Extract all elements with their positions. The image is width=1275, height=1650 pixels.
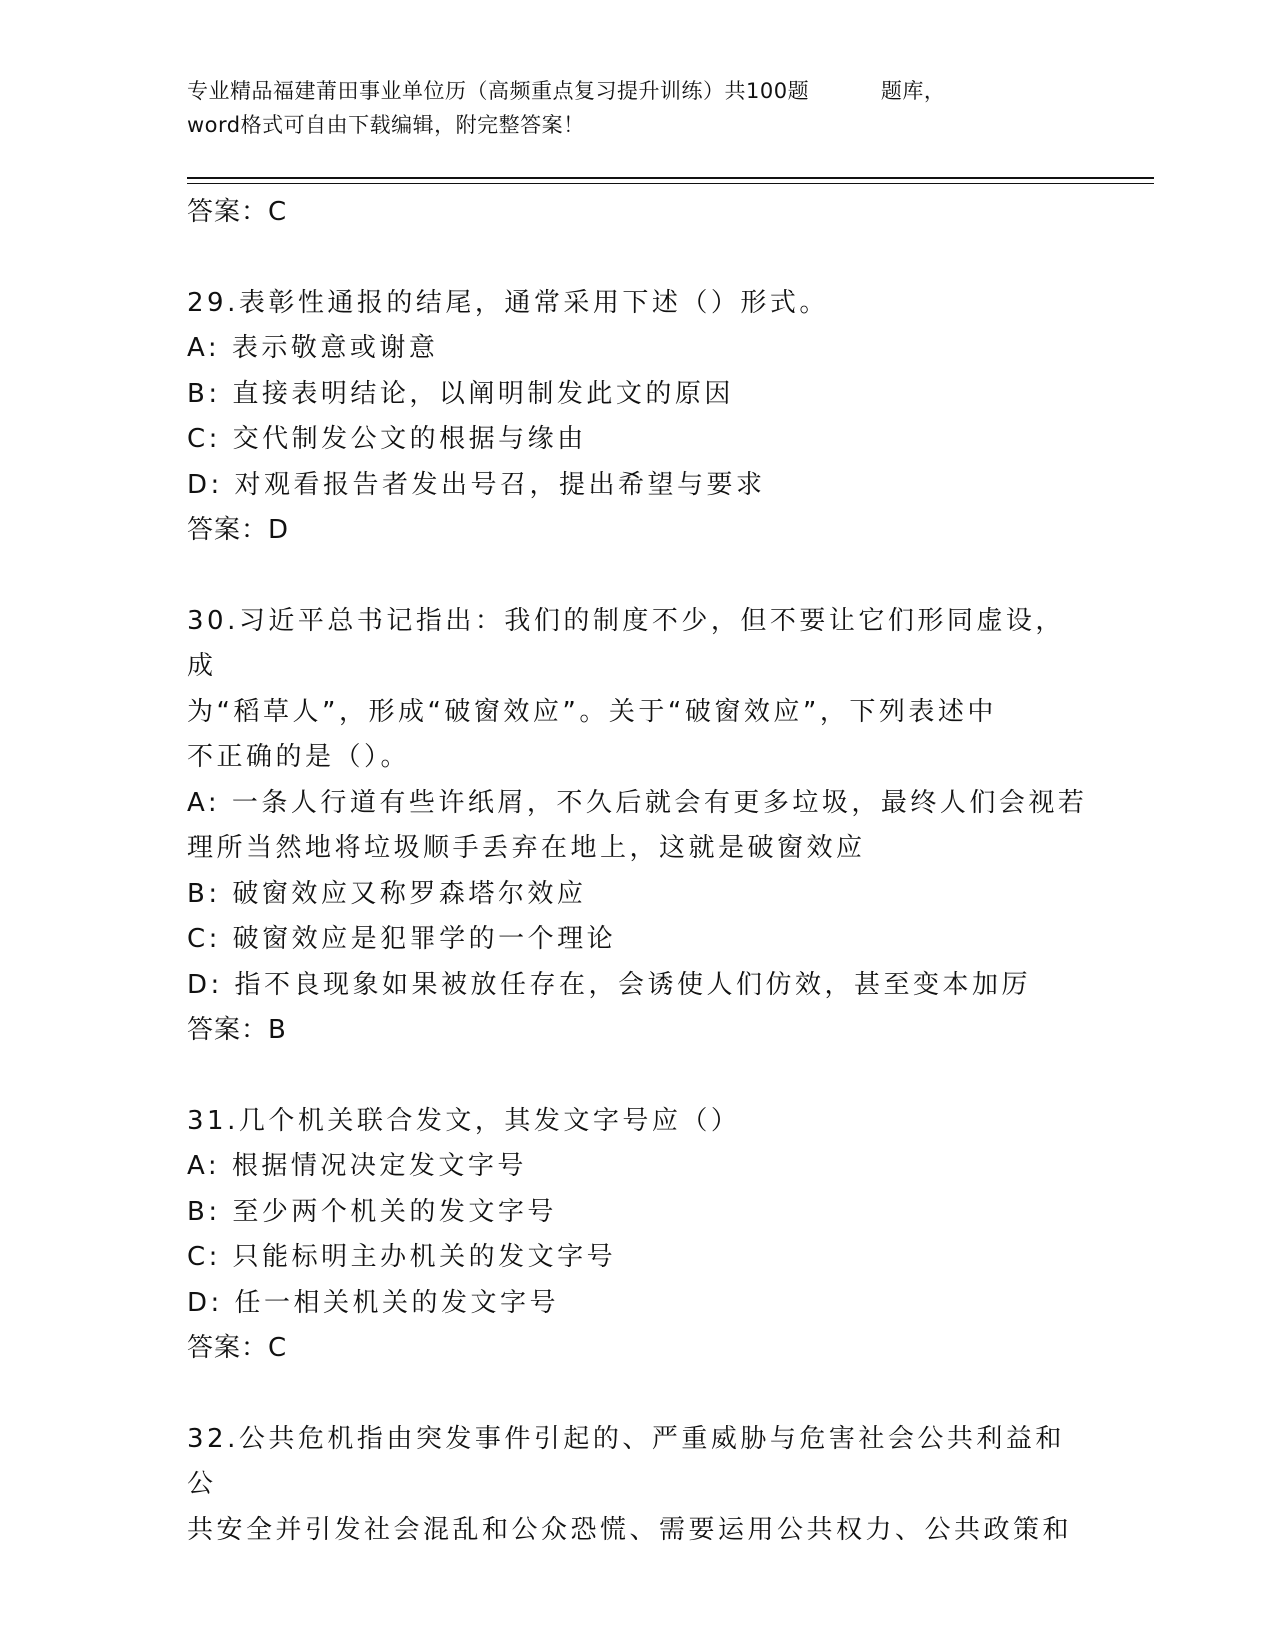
answer-value: D — [268, 515, 290, 545]
answer-value: C — [268, 197, 288, 227]
question-stem: 31.几个机关联合发文，其发文字号应（） — [187, 1105, 741, 1136]
question-block — [187, 599, 1087, 1054]
option-c: C: 破窗效应是犯罪学的一个理论 — [187, 924, 617, 954]
option-b: B: 直接表明结论，以阐明制发此文的原因 — [187, 378, 734, 409]
option-a: A: 一条人行道有些许纸屑，不久后就会有更多垃圾，最终人们会视若 — [187, 787, 1088, 818]
question-block — [187, 1417, 1087, 1554]
option-d: D: 对观看报告者发出号召，提出希望与要求 — [187, 469, 766, 500]
answer-label: 答案： — [187, 197, 269, 227]
header-rule-thick — [187, 177, 1154, 179]
option-c: C: 只能标明主办机关的发文字号 — [187, 1242, 617, 1272]
spacer — [187, 236, 1087, 281]
spacer — [187, 1054, 1087, 1099]
option-a: A: 根据情况决定发文字号 — [187, 1151, 527, 1181]
question-block — [187, 281, 1087, 554]
question-stem-line: 共安全并引发社会混乱和公众恐慌、需要运用公共权力、公共政策和 — [187, 1514, 1073, 1545]
answer-label: 答案： — [187, 515, 269, 545]
header-line-1: 专业精品福建莆田事业单位历（高频重点复习提升训练）共100题 题库， — [187, 79, 946, 103]
header-line-2: word格式可自由下载编辑，附完整答案！ — [187, 113, 585, 137]
option-a-continued: 理所当然地将垃圾顺手丢弃在地上，这就是破窗效应 — [187, 833, 866, 863]
option-b: B: 至少两个机关的发文字号 — [187, 1196, 557, 1227]
question-stem-line: 不正确的是（）。 — [187, 742, 411, 772]
answer-label: 答案： — [187, 1333, 269, 1363]
question-stem-line: 32.公共危机指由突发事件引起的、严重威胁与危害社会公共利益和公 — [187, 1423, 1065, 1499]
answer-line — [187, 190, 1087, 236]
option-d: D: 任一相关机关的发文字号 — [187, 1287, 560, 1318]
spacer — [187, 554, 1087, 599]
question-stem: 29.表彰性通报的结尾，通常采用下述（）形式。 — [187, 287, 829, 318]
question-content — [187, 190, 1087, 1553]
option-d: D: 指不良现象如果被放任存在，会诱使人们仿效，甚至变本加厉 — [187, 969, 1032, 1000]
option-a: A: 表示敬意或谢意 — [187, 333, 439, 363]
question-block — [187, 1099, 1087, 1372]
spacer — [187, 1372, 1087, 1417]
header-rule-thin — [187, 183, 1154, 184]
question-stem-line: 30.习近平总书记指出：我们的制度不少，但不要让它们形同虚设，成 — [187, 605, 1065, 681]
answer-line — [187, 508, 1087, 554]
option-b: B: 破窗效应又称罗森塔尔效应 — [187, 878, 587, 909]
answer-value: B — [268, 1015, 287, 1045]
option-c: C: 交代制发公文的根据与缘由 — [187, 424, 587, 454]
answer-value: C — [268, 1333, 288, 1363]
question-stem-line: 为“稻草人”，形成“破窗效应”。关于“破窗效应”，下列表述中 — [187, 696, 997, 727]
answer-label: 答案： — [187, 1015, 269, 1045]
answer-line — [187, 1008, 1087, 1054]
answer-line — [187, 1326, 1087, 1372]
page-header — [187, 74, 1067, 142]
